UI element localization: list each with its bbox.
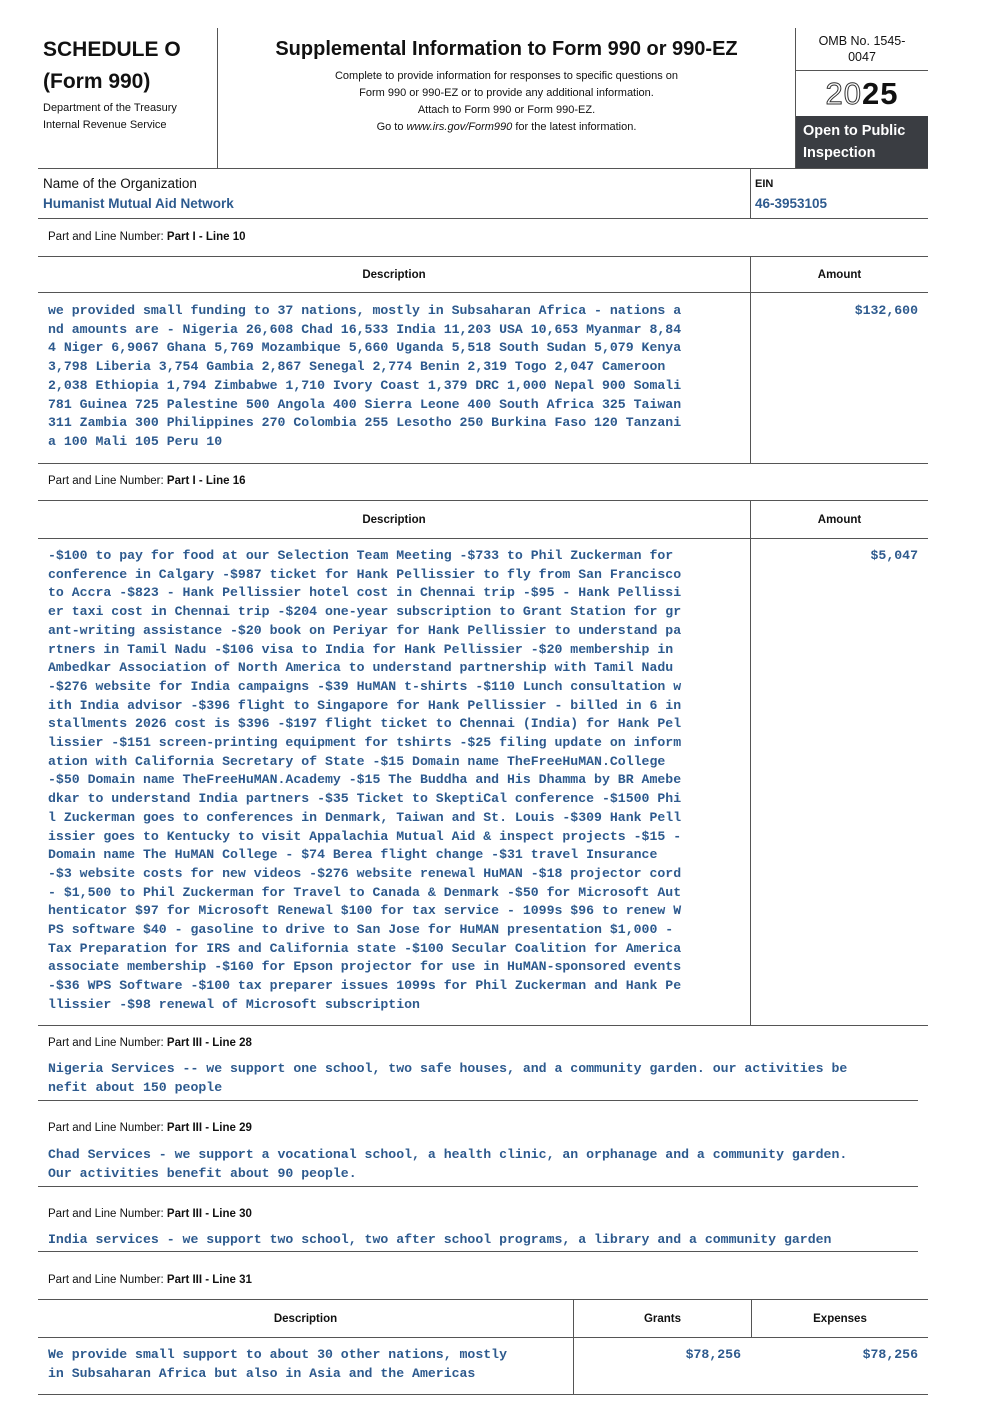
ein-label: EIN — [755, 178, 774, 190]
header-right-block — [795, 28, 928, 168]
header-center-block — [218, 28, 795, 168]
amount-header: Amount — [750, 501, 928, 539]
table-header — [38, 501, 928, 539]
section-2-label — [48, 475, 246, 487]
header-left-block — [38, 28, 218, 168]
section-6-description: We provide small support to about 30 other nations, mostly in Subsaharan Africa but also in Asia and the Americas — [48, 1347, 507, 1381]
public-line-2: Inspection — [803, 145, 876, 161]
instruction-line-1: Complete to provide information for responses to specific questions on — [334, 70, 678, 82]
org-name-label: Name of the Organization — [43, 176, 197, 191]
public-inspection-badge — [796, 116, 928, 168]
section-5-label — [48, 1208, 252, 1220]
section-4-block — [38, 1140, 918, 1187]
ein-value: 46-3953105 — [755, 196, 828, 211]
instruction-line-4 — [218, 119, 795, 136]
table-header — [38, 257, 928, 293]
section-3-label — [48, 1037, 252, 1049]
section-2-table — [38, 500, 928, 1026]
part-line-value: Part III - Line 29 — [166, 1122, 252, 1134]
tax-year-outline: 20 — [825, 76, 862, 111]
part-line-prefix: Part and Line Number: — [48, 1208, 167, 1220]
schedule-title: SCHEDULE O — [43, 38, 181, 61]
section-2-description: -$100 to pay for food at our Selection Team Meeting -$733 to Phil Zuckerman for conference in Calgary -$987 ticket for Hank Pellissier to fly from San Francisco to Accra -$823 - Hank Pellissier hotel cost in Chennai trip -$95 - Hank Pellissi er taxi cost in Chennai trip -$204 one-year subscription to Grant Station for gr ant-writing assistance -$20 book on Periyar for Hank Pellissier to understand pa rtners in Tamil Nadu -$106 visa to India for Hank Pellissier -$20 membership in Ambedkar Association of North America to understand partnership with Tamil Nadu -$276 website for India campaigns -$39 HuMAN t-shirts -$110 Lunch consultation w ith India advisor -$396 flight to Singapore for Hank Pellissier - billed in 6 in stallments 2026 cost is $396 -$197 flight ticket to Chennai (India) for Hank Pel lissier -$151 screen-printing equipment for tshirts -$25 filing update on inform ation with California Secretary of State -$15 Domain name TheFreeHuMAN.College -$50 Domain name TheFreeHuMAN.Academy -$15 The Buddha and His Dhamma by BR Amebe dkar to understand India partners -$35 Ticket to SkeptiCal conference -$1500 Phi l Zuckerman goes to conferences in Denmark, Taiwan and St. Louis -$309 Hank Pell issier goes to Kentucky to visit Appalachia Mutual Aid & inspect projects -$15 - Domain name The HuMAN College - $74 Berea flight change -$31 travel Insurance -$3 website costs for new videos -$276 website renewal HuMAN -$18 projector cord - $1,500 to Phil Zuckerman for Travel to Canada & Denmark -$50 for Microsoft Aut henticator $97 for Microsoft Renewal $100 for tax service - 1099s $96 to renew W PS software $40 - gasoline to drive to San Jose for HuMAN presentation $1,000 - Tax Preparation for IRS and California state -$100 Secular Coalition for America associate membership -$160 for Epson projector for use in HuMAN-sponsored events -$36 WPS Software -$100 tax preparer issues 1099s for Phil Zuckerman and Hank Pe llissier -$98 renewal of Microsoft subscription — [48, 548, 682, 1012]
part-line-prefix: Part and Line Number: — [48, 1037, 167, 1049]
ein-box — [750, 169, 928, 218]
part-line-prefix: Part and Line Number: — [48, 475, 167, 487]
department-line-2: Internal Revenue Service — [43, 119, 167, 131]
section-1-label — [48, 231, 246, 243]
instruction-line-3: Attach to Form 990 or Form 990-EZ. — [417, 104, 596, 116]
part-line-value: Part III - Line 28 — [166, 1037, 252, 1049]
section-2-amount: $5,047 — [870, 548, 918, 563]
expenses-header: Expenses — [751, 1300, 928, 1338]
description-header: Description — [362, 514, 426, 526]
section-5-description: India services - we support two school, two after school programs, a library and a community garden — [48, 1232, 832, 1247]
form-title: Supplemental Information to Form 990 or 990-EZ — [275, 38, 738, 60]
section-1-amount: $132,600 — [854, 303, 918, 318]
description-header: Description — [273, 1313, 338, 1325]
org-name: Humanist Mutual Aid Network — [43, 196, 234, 211]
form-header — [38, 28, 928, 169]
department-text — [43, 100, 177, 134]
section-4-description: Chad Services - we support a vocational school, a health clinic, an orphanage and a community garden. Our activities benefit about 90 people. — [48, 1147, 848, 1181]
form-instructions — [218, 68, 795, 136]
description-header: Description — [362, 269, 426, 281]
department-line-1: Department of the Treasury — [43, 102, 177, 114]
part-line-prefix: Part and Line Number: — [48, 1122, 167, 1134]
section-3-description: Nigeria Services -- we support one school, two safe houses, and a community garden. our activities be nefit about 150 people — [48, 1061, 848, 1095]
section-6-grants: $78,256 — [685, 1347, 741, 1362]
part-line-value: Part III - Line 31 — [166, 1274, 252, 1286]
public-line-1: Open to Public — [803, 123, 906, 139]
part-line-prefix: Part and Line Number: — [48, 231, 167, 243]
section-3-block — [38, 1054, 918, 1101]
omb-line-2: 0047 — [848, 50, 876, 64]
instruction-line-2: Form 990 or 990-EZ or to provide any additional information. — [359, 87, 654, 99]
instruction-suffix: for the latest information. — [512, 121, 637, 133]
amount-header: Amount — [750, 257, 928, 293]
tax-year-bold: 25 — [862, 76, 899, 111]
section-6-expenses: $78,256 — [862, 1347, 918, 1362]
form-number: (Form 990) — [43, 70, 151, 93]
section-4-label — [48, 1122, 252, 1134]
omb-number — [796, 31, 928, 71]
instruction-go-to: Go to — [376, 121, 407, 133]
organization-row — [38, 169, 928, 219]
section-5-block — [38, 1226, 918, 1252]
omb-line-1: OMB No. 1545- — [818, 34, 906, 48]
part-line-value: Part I - Line 10 — [166, 231, 246, 243]
column-divider — [750, 539, 751, 1026]
part-line-value: Part III - Line 30 — [166, 1208, 252, 1220]
grants-header: Grants — [573, 1300, 751, 1338]
part-line-value: Part I - Line 16 — [166, 475, 246, 487]
section-6-table — [38, 1299, 928, 1395]
table-header — [38, 1300, 928, 1338]
part-line-prefix: Part and Line Number: — [48, 1274, 167, 1286]
section-1-description: we provided small funding to 37 nations, mostly in Subsaharan Africa - nations a nd amounts are - Nigeria 26,608 Chad 16,533 India 11,203 USA 10,653 Myanmar 8,84 4 Niger 6,9067 Ghana 5,769 Mozambique 5,660 Uganda 5,518 South Sudan 5,079 Kenya 3,798 Liberia 3,754 Gambia 2,867 Senegal 2,774 Benin 2,319 Togo 2,047 Cameroon 2,038 Ethiopia 1,794 Zimbabwe 1,710 Ivory Coast 1,379 DRC 1,000 Nepal 900 Somali 781 Guinea 725 Palestine 500 Angola 400 Sierra Leone 400 South Africa 325 Taiwan 311 Zambia 300 Philippines 270 Colombia 255 Lesotho 250 Burkina Faso 120 Tanzani a 100 Mali 105 Peru 10 — [48, 303, 682, 449]
section-6-label — [48, 1274, 252, 1286]
section-1-table — [38, 256, 928, 464]
irs-link[interactable]: www.irs.gov/Form990 — [406, 121, 513, 133]
tax-year — [796, 72, 928, 116]
